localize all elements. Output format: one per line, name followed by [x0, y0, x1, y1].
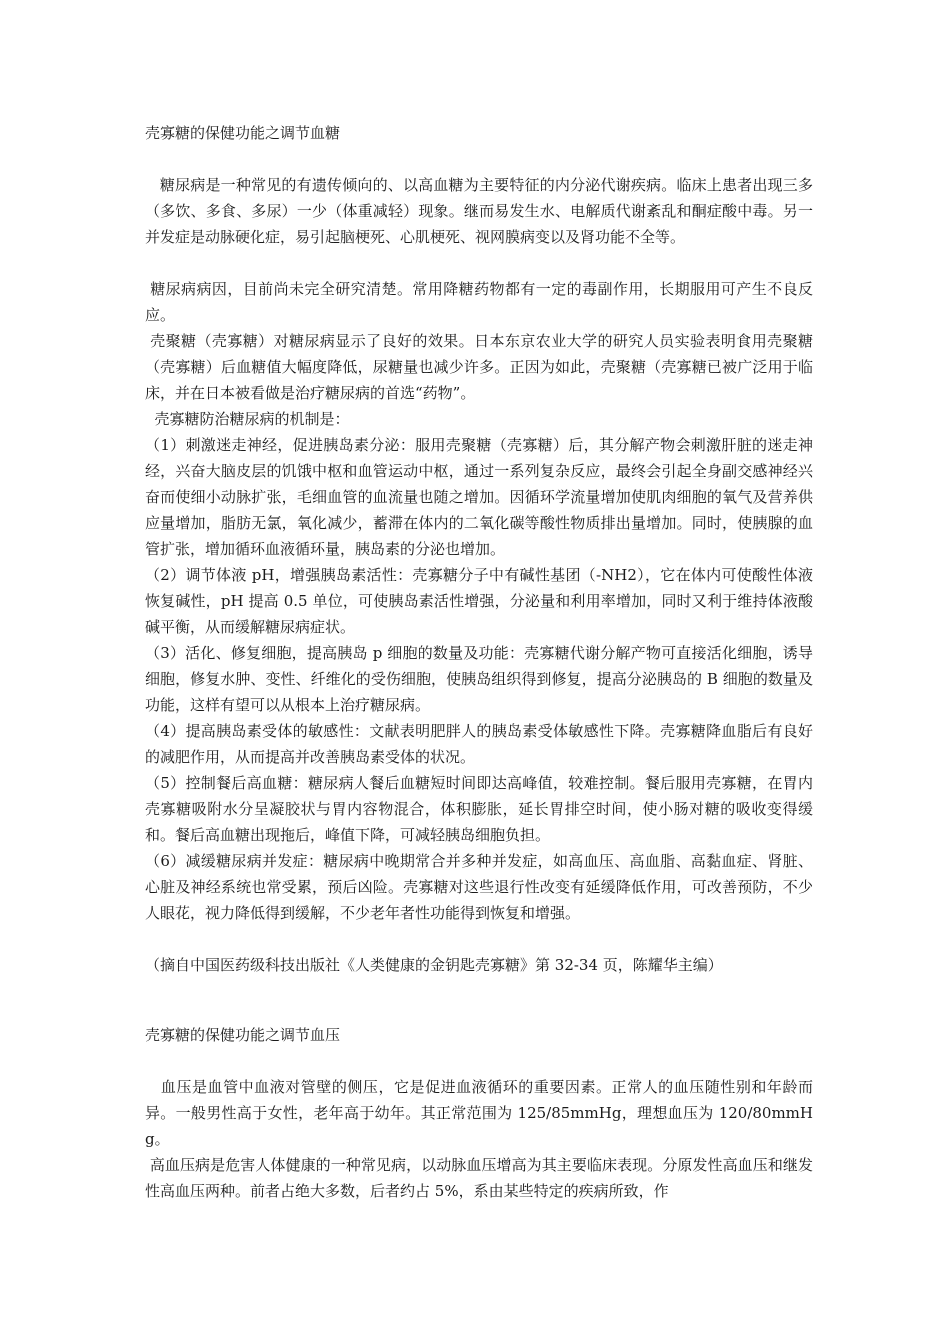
section2-paragraph-2: 高血压病是危害人体健康的一种常见病，以动脉血压增高为其主要临床表现。分原发性高血压和继发性高血压两种。前者占绝大多数，后者约占 5%，系由某些特定的疾病所致，作 [145, 1156, 813, 1200]
document-page [145, 120, 813, 1204]
mechanism-item-4: （4）提高胰岛素受体的敏感性：文献表明肥胖人的胰岛素受体敏感性下降。壳寡糖降血脂后有良好的减肥作用，从而提高并改善胰岛素受体的状况。 [145, 722, 813, 766]
spacer [145, 1048, 813, 1074]
section2-paragraph-1: 血压是血管中血液对管壁的侧压，它是促进血液循环的重要因素。正常人的血压随性别和年龄而异。一般男性高于女性，老年高于幼年。其正常范围为 125/85mmHg，理想血压为 120/80mmHg。 [145, 1078, 813, 1148]
spacer [145, 926, 813, 952]
section1-title: 壳寡糖的保健功能之调节血糖 [145, 124, 341, 142]
section1-paragraph-1: 糖尿病是一种常见的有遗传倾向的、以高血糖为主要特征的内分泌代谢疾病。临床上患者出现三多（多饮、多食、多尿）一少（体重减轻）现象。继而易发生水、电解质代谢紊乱和酮症酸中毒。另一并发症是动脉硬化症，易引起脑梗死、心肌梗死、视网膜病变以及肾功能不全等。 [145, 176, 813, 246]
mechanism-item-3: （3）活化、修复细胞，提高胰岛 p 细胞的数量及功能：壳寡糖代谢分解产物可直接活化细胞，诱导细胞，修复水肿、变性、纤维化的受伤细胞，使胰岛组织得到修复，提高分泌胰岛的 B 细胞的数量及功能，这样有望可以从根本上治疗糖尿病。 [145, 644, 813, 714]
citation: （摘自中国医药级科技出版社《人类健康的金钥匙壳寡糖》第 32-34 页，陈耀华主编） [145, 956, 723, 974]
mechanism-item-1: （1）刺激迷走神经，促进胰岛素分泌：服用壳聚糖（壳寡糖）后，其分解产物会刺激肝脏的迷走神经，兴奋大脑皮层的饥饿中枢和血管运动中枢，通过一系列复杂反应，最终会引起全身副交感神经兴奋而使细小动脉扩张，毛细血管的血流量也随之增加。因循环学流量增加使肌肉细胞的氧气及营养供应量增加，脂肪无氯，氧化减少，蓄滞在体内的二氧化碳等酸性物质排出量增加。同时，使胰腺的血管扩张，增加循环血液循环量，胰岛素的分泌也增加。 [145, 436, 813, 558]
spacer [145, 250, 813, 276]
section1-paragraph-2: 糖尿病病因，目前尚未完全研究清楚。常用降糖药物都有一定的毒副作用，长期服用可产生不良反应。 [145, 280, 813, 324]
mechanism-item-6: （6）减缓糖尿病并发症：糖尿病中晚期常合并多种并发症，如高血压、高血脂、高黏血症、肾脏、心脏及神经系统也常受累，预后凶险。壳寡糖对这些退行性改变有延缓降低作用，可改善预防，不少人眼花，视力降低得到缓解，不少老年者性功能得到恢复和增强。 [145, 852, 813, 922]
mechanism-item-2: （2）调节体液 pH，增强胰岛素活性：壳寡糖分子中有碱性基团（-NH2），它在体内可使酸性体液恢复碱性，pH 提高 0.5 单位，可使胰岛素活性增强，分泌量和利用率增加，同时又利于维持体液酸碱平衡，从而缓解糖尿病症状。 [145, 566, 813, 636]
section1-paragraph-3: 壳聚糖（壳寡糖）对糖尿病显示了良好的效果。日本东京农业大学的研究人员实验表明食用壳聚糖（壳寡糖）后血糖值大幅度降低，尿糖量也减少许多。正因为如此，壳聚糖（壳寡糖已被广泛用于临床，并在日本被看做是治疗糖尿病的首选“药物”。 [145, 332, 813, 402]
mechanism-item-5: （5）控制餐后高血糖：糖尿病人餐后血糖短时间即达高峰值，较难控制。餐后服用壳寡糖，在胃内壳寡糖吸附水分呈凝胶状与胃内容物混合，体积膨胀，延长胃排空时间，使小肠对糖的吸收变得缓和。餐后高血糖出现拖后，峰值下降，可减轻胰岛细胞负担。 [145, 774, 813, 844]
spacer [145, 146, 813, 172]
spacer [145, 978, 813, 1022]
section2-title: 壳寡糖的保健功能之调节血压 [145, 1026, 341, 1044]
section1-paragraph-4: 壳寡糖防治糖尿病的机制是： [145, 410, 350, 428]
